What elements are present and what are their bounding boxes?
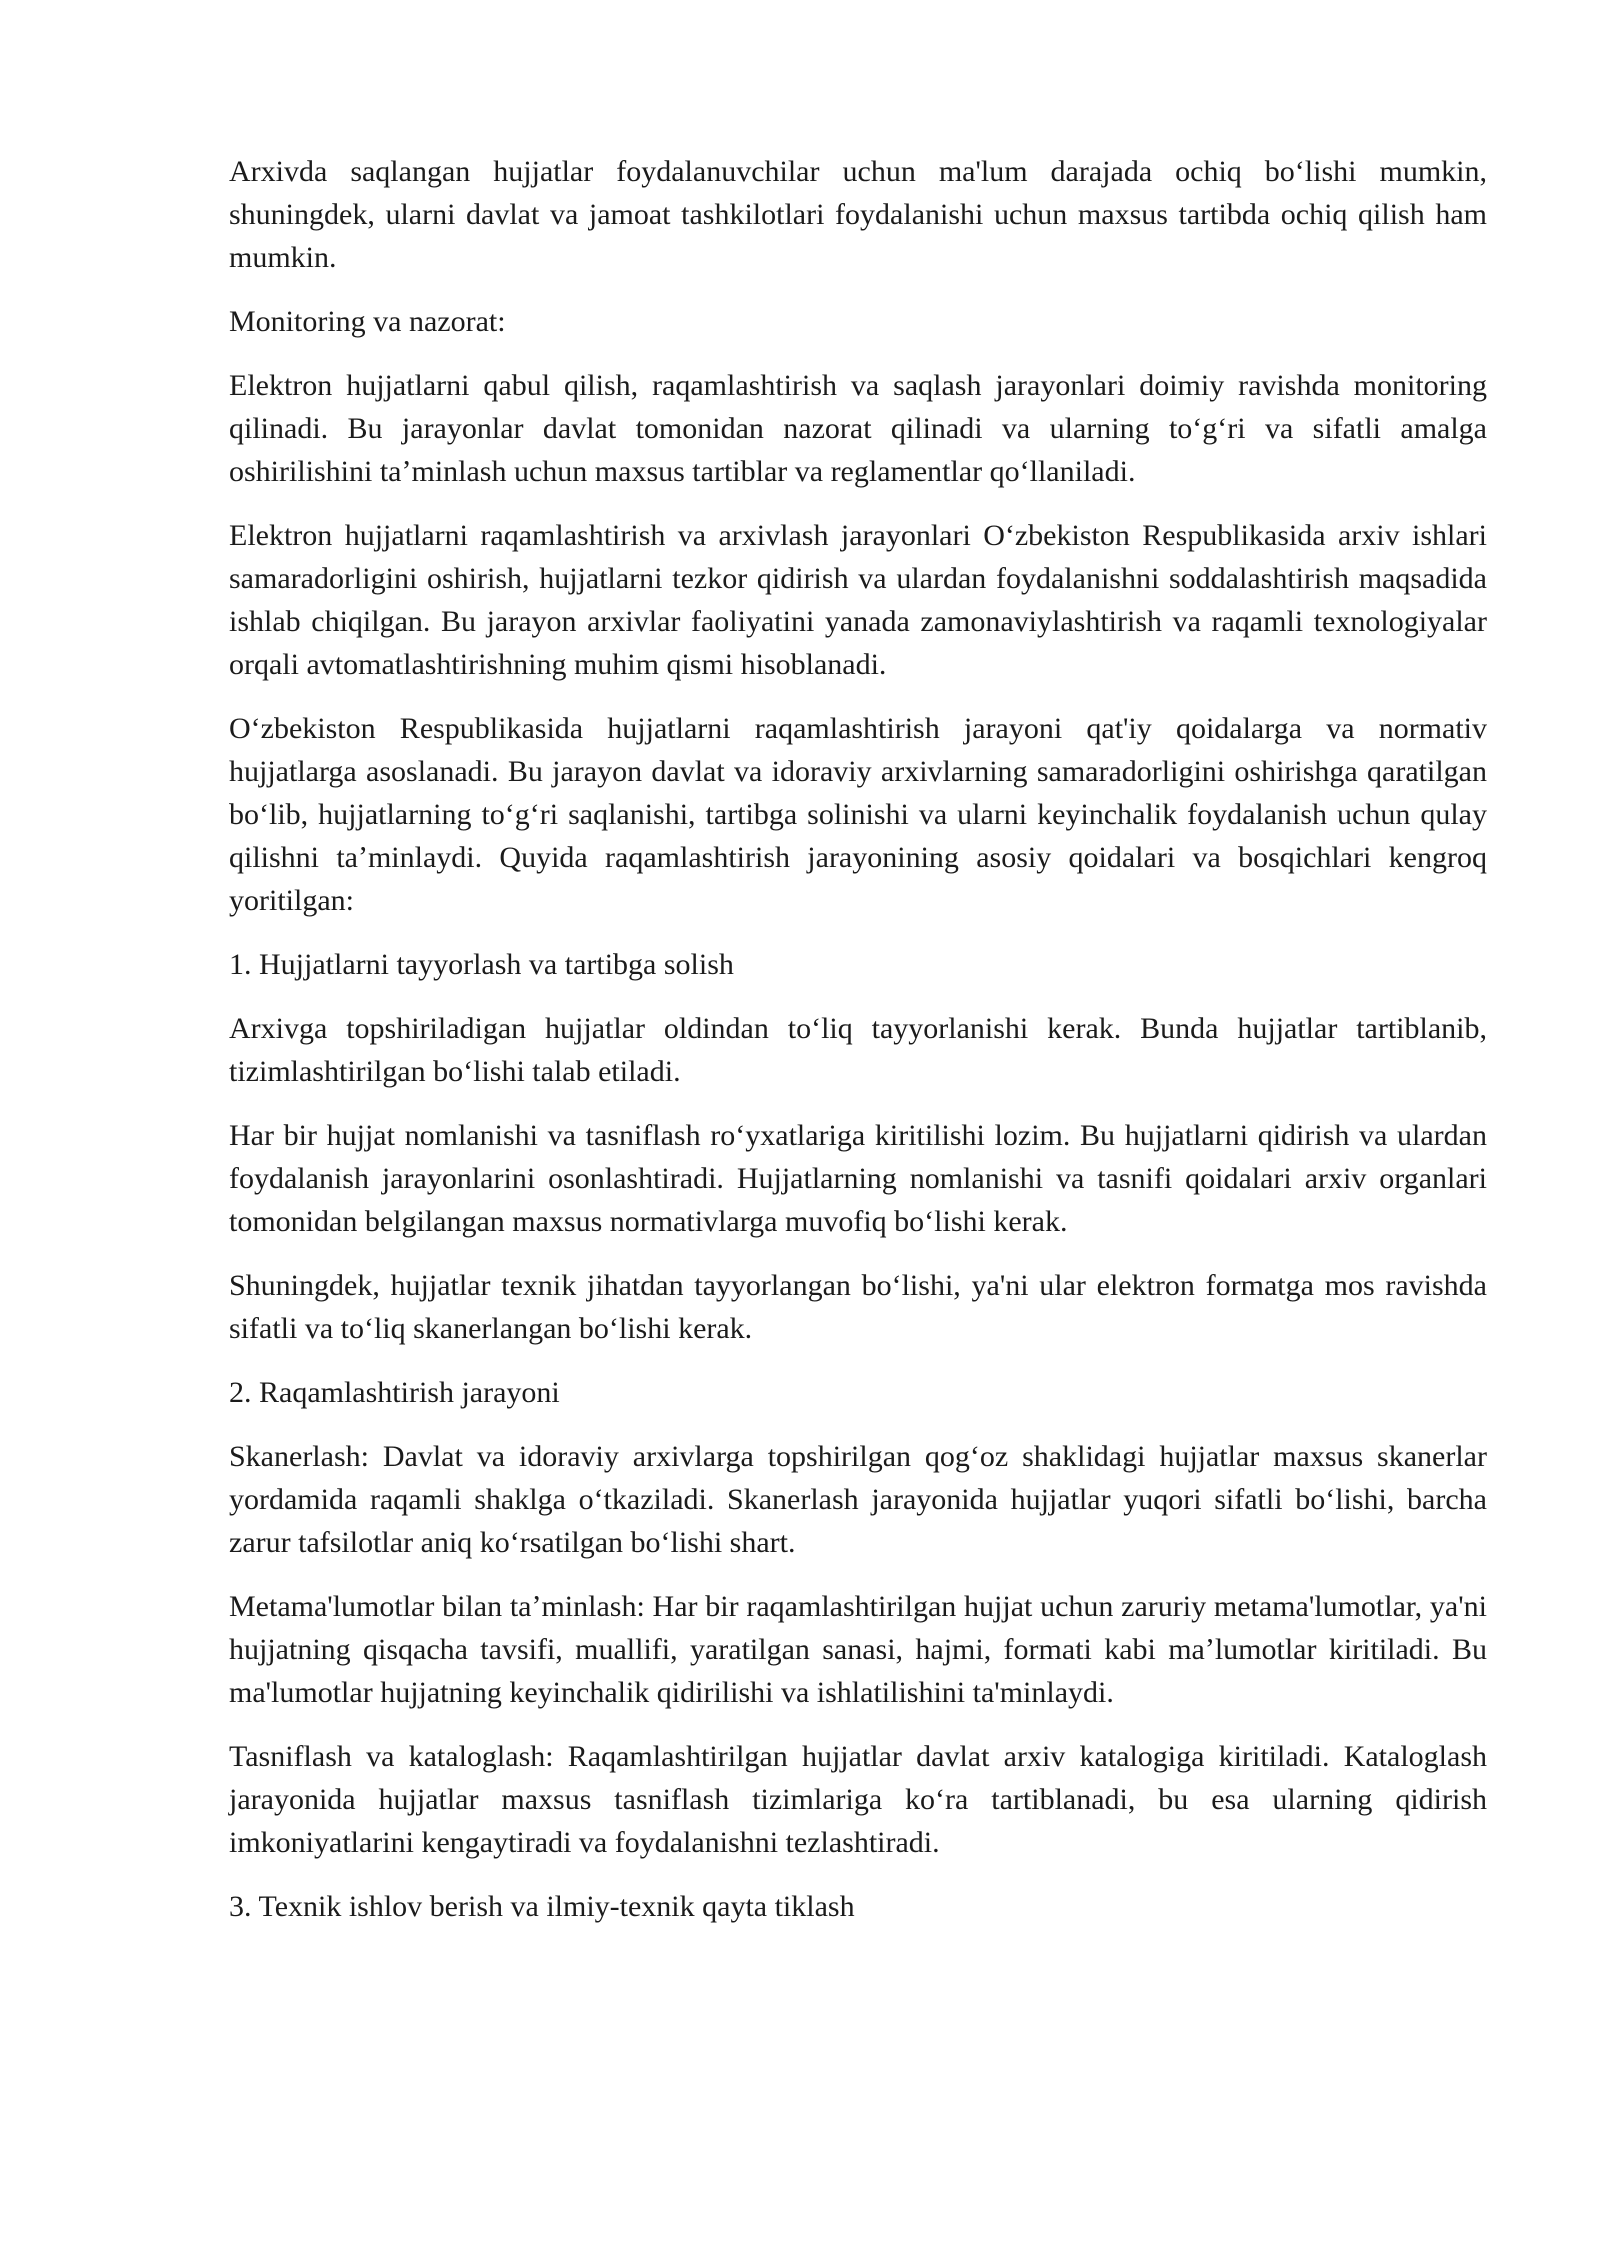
section-heading: 3. Texnik ishlov berish va ilmiy-texnik qayta tiklash: [229, 1890, 855, 1923]
paragraph: Elektron hujjatlarni raqamlashtirish va arxivlash jarayonlari Oʻzbekiston Respublikasida arxiv ishlari samaradorligini oshirish, hujjatlarni tezkor qidirish va ulardan foydalanishni soddalashtirish maqsadida ishlab chiqilgan. Bu jarayon arxivlar faoliyatini yanada zamonaviylashtirish va raqamli texnologiyalar orqali avtomatlashtirishning muhim qismi hisoblanadi.: [229, 519, 1487, 681]
paragraph: Arxivda saqlangan hujjatlar foydalanuvchilar uchun ma'lum darajada ochiq boʻlishi mumkin, shuningdek, ularni davlat va jamoat tashkilotlari foydalanishi uchun maxsus tartibda ochiq qilish ham mumkin.: [229, 155, 1487, 274]
section-heading: 1. Hujjatlarni tayyorlash va tartibga solish: [229, 948, 734, 981]
paragraph: Skanerlash: Davlat va idoraviy arxivlarga topshirilgan qogʻoz shaklidagi hujjatlar maxsus skanerlar yordamida raqamli shaklga oʻtkaziladi. Skanerlash jarayonida hujjatlar yuqori sifatli boʻlishi, barcha zarur tafsilotlar aniq koʻrsatilgan boʻlishi shart.: [229, 1440, 1487, 1559]
paragraph: Shuningdek, hujjatlar texnik jihatdan tayyorlangan boʻlishi, ya'ni ular elektron formatga mos ravishda sifatli va toʻliq skanerlangan boʻlishi kerak.: [229, 1269, 1487, 1345]
paragraph: Elektron hujjatlarni qabul qilish, raqamlashtirish va saqlash jarayonlari doimiy ravishda monitoring qilinadi. Bu jarayonlar davlat tomonidan nazorat qilinadi va ularning toʻgʻri va sifatli amalga oshirilishini taʼminlash uchun maxsus tartiblar va reglamentlar qoʻllaniladi.: [229, 369, 1487, 488]
section-label: Monitoring va nazorat:: [229, 305, 506, 338]
paragraph: Oʻzbekiston Respublikasida hujjatlarni raqamlashtirish jarayoni qat'iy qoidalarga va normativ hujjatlarga asoslanadi. Bu jarayon davlat va idoraviy arxivlarning samaradorligini oshirishga qaratilgan boʻlib, hujjatlarning toʻgʻri saqlanishi, tartibga solinishi va ularni keyinchalik foydalanish uchun qulay qilishni taʼminlaydi. Quyida raqamlashtirish jarayonining asosiy qoidalari va bosqichlari kengroq yoritilgan:: [229, 712, 1487, 917]
document-body: [229, 150, 1487, 1928]
paragraph: Metama'lumotlar bilan taʼminlash: Har bir raqamlashtirilgan hujjat uchun zaruriy metama'lumotlar, ya'ni hujjatning qisqacha tavsifi, muallifi, yaratilgan sanasi, hajmi, formati kabi maʼlumotlar kiritiladi. Bu ma'lumotlar hujjatning keyinchalik qidirilishi va ishlatilishini ta'minlaydi.: [229, 1590, 1487, 1709]
paragraph: Har bir hujjat nomlanishi va tasniflash roʻyxatlariga kiritilishi lozim. Bu hujjatlarni qidirish va ulardan foydalanish jarayonlarini osonlashtiradi. Hujjatlarning nomlanishi va tasnifi qoidalari arxiv organlari tomonidan belgilangan maxsus normativlarga muvofiq boʻlishi kerak.: [229, 1119, 1487, 1238]
paragraph: Arxivga topshiriladigan hujjatlar oldindan toʻliq tayyorlanishi kerak. Bunda hujjatlar tartiblanib, tizimlashtirilgan boʻlishi talab etiladi.: [229, 1012, 1487, 1088]
paragraph: Tasniflash va kataloglash: Raqamlashtirilgan hujjatlar davlat arxiv katalogiga kiritiladi. Kataloglash jarayonida hujjatlar maxsus tasniflash tizimlariga koʻra tartiblanadi, bu esa ularning qidirish imkoniyatlarini kengaytiradi va foydalanishni tezlashtiradi.: [229, 1740, 1487, 1859]
section-heading: 2. Raqamlashtirish jarayoni: [229, 1376, 560, 1409]
